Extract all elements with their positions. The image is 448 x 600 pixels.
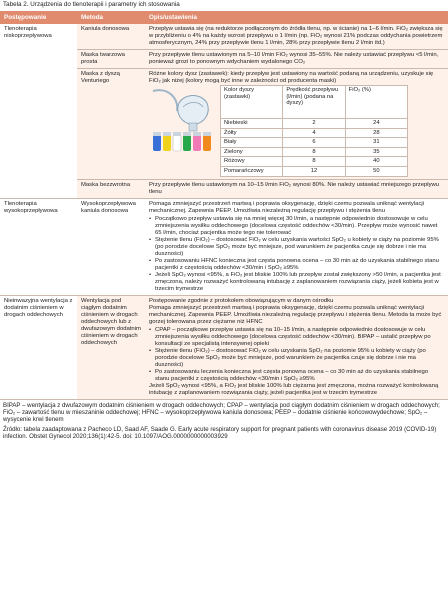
venturi-valve-table bbox=[220, 85, 408, 177]
venturi-cell-color: Niebieski bbox=[221, 119, 283, 129]
header-procedure: Postępowanie bbox=[0, 11, 77, 24]
venturi-cell-flow: 2 bbox=[283, 119, 345, 129]
venturi-table-header bbox=[221, 86, 408, 119]
table-row bbox=[0, 295, 448, 399]
desc-hfnc bbox=[145, 198, 448, 295]
method-simple-face-mask: Maska twarzowa prosta bbox=[77, 50, 145, 69]
list-item: • Po zastosowaniu HFNC konieczna jest częsta ponowna ocena – co 30 min aż do uzyskania stabilnego stanu pacjentki z częstością oddechów <30/min i SpO₂ ≥95% bbox=[155, 258, 444, 272]
list-item: • Jeżeli SpO₂ wynosi <95%, a FiO₂ jest bliskie 100% lub przepływ został zwiększony >50 l/min, a pacjentka jest zmęczona, należy rozważyć kontrolowaną intubację z zaplanowaniem rozwiązania ciąży, jeżeli kobieta jest w trzecim trymestrze bbox=[155, 272, 444, 293]
method-non-rebreather-mask: Maska bezzwrotna bbox=[77, 179, 145, 198]
table-row bbox=[0, 24, 448, 50]
header-description: Opis/ustawienia bbox=[145, 11, 448, 24]
venturi-cell-color: Zielony bbox=[221, 147, 283, 157]
hfnc-bullets bbox=[149, 216, 444, 293]
venturi-cell-fio2: 50 bbox=[345, 166, 407, 176]
venturi-mask-valves-illustration bbox=[149, 85, 219, 157]
venturi-cell-flow: 8 bbox=[283, 147, 345, 157]
venturi-cell-flow: 6 bbox=[283, 138, 345, 148]
table-row bbox=[0, 198, 448, 295]
desc-non-rebreather-mask: Przy przepływie tlenu ustawionym na 10–15 l/min FiO₂ wynosi 80%. Nie należy ustawiać mniejszego przepływu tlenu bbox=[145, 179, 448, 198]
venturi-cell-fio2: 24 bbox=[345, 119, 407, 129]
venturi-cell-color: Pomarańczowy bbox=[221, 166, 283, 176]
header-method: Metoda bbox=[77, 11, 145, 24]
venturi-cell-flow: 12 bbox=[283, 166, 345, 176]
procedure-high-flow: Tlenoterapia wysokoprzepływowa bbox=[0, 198, 77, 295]
venturi-col-flow: Prędkość przepływu (l/min) (podana na dyszy) bbox=[283, 86, 345, 119]
list-item: • CPAP – początkowe przepływ ustawia się na 10–15 l/min, a następnie odpowiednio dostosowuje w celu zmniejszenia wysiłku oddechowego (docelowa częstość oddechów <30/min). BIPAP – ustalić przepływ po konsultacji ze specjalistą intensywnej opieki bbox=[155, 327, 444, 348]
procedure-niv: Nieinwazyjna wentylacja z dodatnim ciśnieniem w drogach oddechowych bbox=[0, 295, 77, 399]
venturi-section bbox=[149, 85, 444, 177]
venturi-cell-fio2: 31 bbox=[345, 138, 407, 148]
desc-simple-face-mask: Przy przepływie tlenu ustawionym na 5–10 l/min FiO₂ wynosi 35–55%. Nie należy ustawiać przepływu <5 l/min, ponieważ grozi to ponownym wdychaniem wydalonego CO₂ bbox=[145, 50, 448, 69]
venturi-cell-fio2: 35 bbox=[345, 147, 407, 157]
venturi-row bbox=[221, 119, 408, 129]
venturi-cell-fio2: 28 bbox=[345, 128, 407, 138]
venturi-row bbox=[221, 166, 408, 176]
list-item: • Początkowo przepływ ustawia się na mniej więcej 30 l/min, a następnie odpowiednio dostosowuje w celu zmniejszenia wysiłku oddechowego (docelowa częstość oddechów <30/min). Przepływ może wynosić nawet 65 l/min, chociaż pacjentka może tego nie tolerować bbox=[155, 216, 444, 237]
method-hfnc: Wysokoprzepływowa kaniula donosowa bbox=[77, 198, 145, 295]
desc-venturi-mask: Różne kolory dysz (zastawek): kiedy przepływ jest ustawiony na wartość podaną na urządzeniu, uzyskuje się FiO₂ jak niżej (kolory mogą być inne w zależności od producenta maski) bbox=[149, 71, 434, 84]
venturi-cell-flow: 8 bbox=[283, 157, 345, 167]
procedure-low-flow: Tlenoterapia niskoprzepływowa bbox=[0, 24, 77, 198]
method-nasal-cannula: Kaniula donosowa bbox=[77, 24, 145, 50]
list-item: • Po zastosowaniu leczenia konieczna jest częsta ponowna ocena – co 30 min aż do uzyskania stabilnego stanu pacjentki z częstością oddechów <30/min i SpO₂ ≥95% bbox=[155, 369, 444, 383]
venturi-cell-color: Różowy bbox=[221, 157, 283, 167]
method-venturi-mask: Maska z dyszą Venturiego bbox=[77, 69, 145, 180]
venturi-row bbox=[221, 147, 408, 157]
niv-outro: Jeżeli SpO₂ wynosi <95%, a FiO₂ jest bliskie 100% lub ciężarna jest zmęczona, można rozważyć kontrolowaną intubację z zaplanowaniem rozwiązania ciąży, jeżeli pacjentka jest w trzecim trymestrze bbox=[149, 382, 439, 396]
venturi-cell-color: Żółty bbox=[221, 128, 283, 138]
niv-intro: Postępowanie zgodnie z protokołem obowiązującym w danym ośrodku Pomaga zmniejszyć przestrzeń martwą i poprawia oksygenację, dzięki czemu pozwala uniknąć wentylacji mechanicznej. Zapewnia PEEP. Umożliwia niezależną regulację przepływu i stężenia tlenu. Metoda ta może być gorzej tolerowana przez ciężarne niż HFNC bbox=[149, 297, 442, 325]
hfnc-intro: Pomaga zmniejszyć przestrzeń martwą i poprawia oksygenację, dzięki czemu pozwala uniknąć wentylacji mechanicznej. Zapewnia PEEP. Umożliwia niezależną regulację przepływu i stężenia tlenu bbox=[149, 200, 425, 214]
list-item: • Stężenie tlenu (FiO₂) – dostosować FiO₂ w celu uzyskania SpO₂ na poziomie 95% u kobiety w ciąży (po porodzie docelowe SpO₂ może być mniejsze, pod warunkiem że pacjentka czuje się dobrze i nie ma duszności) bbox=[155, 348, 444, 369]
venturi-row bbox=[221, 157, 408, 167]
venturi-col-fio2: FiO₂ (%) bbox=[345, 86, 407, 119]
list-item: • Stężenie tlenu (FiO₂) – dostosować FiO₂ w celu uzyskania wartości SpO₂ u kobiety w ciąży na poziomie 95% (po porodzie docelowe SpO₂ może być mniejsze, pod warunkiem że pacjentka czuje się dobrze i nie ma duszności) bbox=[155, 237, 444, 258]
desc-venturi-mask-cell bbox=[145, 69, 448, 180]
venturi-col-color: Kolor dyszy (zastawki) bbox=[221, 86, 283, 119]
venturi-cell-flow: 4 bbox=[283, 128, 345, 138]
venturi-row bbox=[221, 128, 408, 138]
method-cpap-bipap: Wentylacja pod ciągłym dodatnim ciśnieniem w drogach oddechowych lub z dwufazowym dodatnim ciśnieniem w drogach oddechowych bbox=[77, 295, 145, 399]
desc-nasal-cannula: Przepływ ustawia się (na reduktorze podłączonym do źródła tlenu, np. w ścianie) na 1–6 l/min. FiO₂ zwiększa się w przybliżeniu o 4% na każdy wzrost przepływu o 1 l/min (np. FiO₂ wynosi 21% podczas oddychania powietrzem atmosferycznym, 24% przy przepływie tlenu 1 l/min, 28% przy przepływie tlenu 2 l/min itd.) bbox=[145, 24, 448, 50]
venturi-row bbox=[221, 138, 408, 148]
venturi-cell-color: Biały bbox=[221, 138, 283, 148]
desc-cpap-bipap bbox=[145, 295, 448, 399]
venturi-cell-fio2: 40 bbox=[345, 157, 407, 167]
abbreviations-note: BIPAP – wentylacja z dwufazowym dodatnim ciśnieniem w drogach oddechowych; CPAP – wentylacja pod ciągłym dodatnim ciśnieniem w drogach oddechowych; FiO₂ – zawartość tlenu w mieszaninie oddechowej; HFNC – wysokoprzepływowa kaniula donosowa; PEEP – dodatnie ciśnienie końcowowydechowe; SpO₂ – wysycenie krwi tlenem bbox=[3, 401, 440, 424]
niv-bullets bbox=[149, 327, 444, 383]
oxygen-therapy-table bbox=[0, 11, 448, 400]
source-note: Źródło: tabela zaadaptowana z Pacheco LD, Saad AF, Saade G. Early acute respiratory support for pregnant patients with coronavirus disease 2019 (COVID-19) infection. Obstet Gynecol 2020;136(1):42-5. doi: 10.1097/AOG.0000000000003929 bbox=[3, 425, 437, 441]
table-caption: Tabela 2. Urządzenia do tlenoterapii i parametry ich stosowania bbox=[3, 1, 180, 8]
table-header-row bbox=[0, 11, 448, 24]
